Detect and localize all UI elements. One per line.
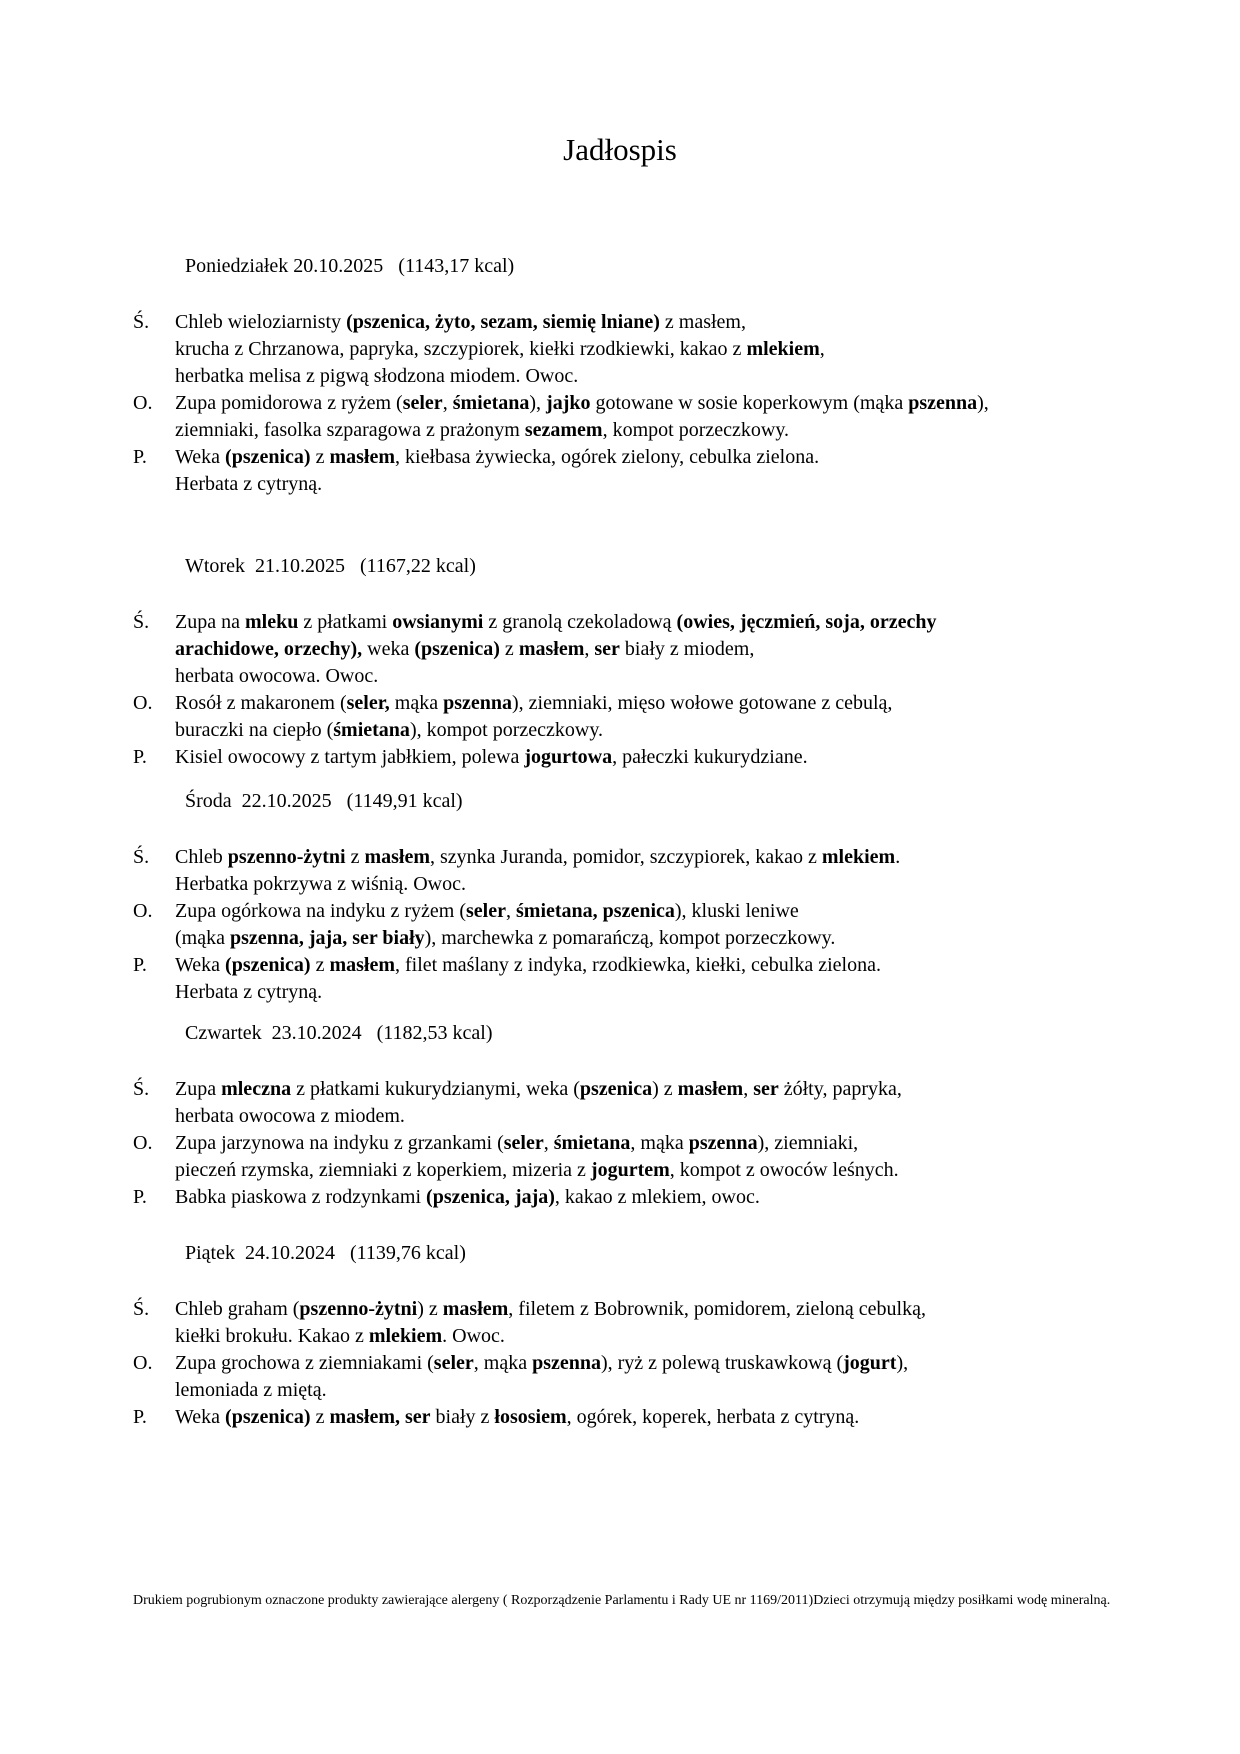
- meal-description: [175, 690, 1185, 744]
- meal-line: herbata owocowa. Owoc.: [175, 665, 379, 687]
- meal-item: [133, 609, 1185, 690]
- day-section: [133, 553, 1185, 771]
- meal-marker: O.: [133, 900, 153, 922]
- day-section: [133, 1020, 1185, 1211]
- meal-line: Babka piaskowa z rodzynkami (pszenica, jaja), kakao z mlekiem, owoc.: [175, 1186, 760, 1208]
- meal-marker: O.: [133, 1132, 153, 1154]
- meal-marker: Ś.: [133, 611, 150, 633]
- meal-line: Chleb wieloziarnisty (pszenica, żyto, sezam, siemię lniane) z masłem,: [175, 311, 746, 333]
- meal-item: [133, 952, 1185, 1006]
- meal-line: herbata owocowa z miodem.: [175, 1105, 405, 1127]
- day-header: Środa 22.10.2025 (1149,91 kcal): [185, 790, 463, 812]
- meal-line: Zupa pomidorowa z ryżem (seler, śmietana), jajko gotowane w sosie koperkowym (mąka pszenna),: [175, 392, 989, 414]
- meal-line: buraczki na ciepło (śmietana), kompot porzeczkowy.: [175, 719, 604, 741]
- meal-line: Herbata z cytryną.: [175, 981, 323, 1003]
- meal-line: Zupa jarzynowa na indyku z grzankami (seler, śmietana, mąka pszenna), ziemniaki,: [175, 1132, 859, 1154]
- meal-description: [175, 744, 1185, 771]
- meal-marker: Ś.: [133, 1078, 150, 1100]
- meal-line: Herbata z cytryną.: [175, 473, 323, 495]
- day-header: Poniedziałek 20.10.2025 (1143,17 kcal): [185, 255, 515, 277]
- meal-item: [133, 690, 1185, 744]
- meal-line: kiełki brokułu. Kakao z mlekiem. Owoc.: [175, 1325, 505, 1347]
- meal-item: [133, 1350, 1185, 1404]
- meal-line: lemoniada z miętą.: [175, 1379, 327, 1401]
- day-header: Wtorek 21.10.2025 (1167,22 kcal): [185, 555, 476, 577]
- day-section: [133, 788, 1185, 1006]
- meal-description: [175, 1184, 1185, 1211]
- meal-line: herbatka melisa z pigwą słodzona miodem. Owoc.: [175, 365, 579, 387]
- meal-line: Zupa mleczna z płatkami kukurydzianymi, weka (pszenica) z masłem, ser żółty, papryka,: [175, 1078, 902, 1100]
- meal-item: [133, 1076, 1185, 1130]
- meal-marker: Ś.: [133, 846, 150, 868]
- meal-marker: P.: [133, 1186, 147, 1208]
- meal-line: arachidowe, orzechy), weka (pszenica) z masłem, ser biały z miodem,: [175, 638, 755, 660]
- meal-description: [175, 952, 1185, 1006]
- meal-item: [133, 1130, 1185, 1184]
- meal-item: [133, 844, 1185, 898]
- meal-marker: O.: [133, 1352, 153, 1374]
- day-section: [133, 253, 1185, 498]
- day-section: [133, 1240, 1185, 1431]
- meal-description: [175, 1296, 1185, 1350]
- meal-marker: P.: [133, 1406, 147, 1428]
- allergen-footnote: Drukiem pogrubionym oznaczone produkty zawierające alergeny ( Rozporządzenie Parlamentu i Rady UE nr 1169/2011)Dzieci otrzymują między posiłkami wodę mineralną.: [133, 1593, 1111, 1608]
- meal-description: [175, 309, 1185, 390]
- meal-description: [175, 1350, 1185, 1404]
- meal-line: Weka (pszenica) z masłem, filet maślany z indyka, rzodkiewka, kiełki, cebulka zielona.: [175, 954, 881, 976]
- meal-line: Zupa ogórkowa na indyku z ryżem (seler, śmietana, pszenica), kluski leniwe: [175, 900, 799, 922]
- meal-item: [133, 1296, 1185, 1350]
- meal-item: [133, 309, 1185, 390]
- meal-line: Chleb pszenno-żytni z masłem, szynka Juranda, pomidor, szczypiorek, kakao z mlekiem.: [175, 846, 901, 868]
- meal-line: (mąka pszenna, jaja, ser biały), marchewka z pomarańczą, kompot porzeczkowy.: [175, 927, 836, 949]
- meal-marker: P.: [133, 746, 147, 768]
- meal-line: pieczeń rzymska, ziemniaki z koperkiem, mizeria z jogurtem, kompot z owoców leśnych.: [175, 1159, 899, 1181]
- meal-marker: Ś.: [133, 311, 150, 333]
- meal-description: [175, 898, 1185, 952]
- meal-marker: O.: [133, 392, 153, 414]
- meal-marker: P.: [133, 954, 147, 976]
- meal-line: ziemniaki, fasolka szparagowa z prażonym sezamem, kompot porzeczkowy.: [175, 419, 790, 441]
- meal-line: krucha z Chrzanowa, papryka, szczypiorek, kiełki rzodkiewki, kakao z mlekiem,: [175, 338, 825, 360]
- meal-description: [175, 1130, 1185, 1184]
- meal-line: Rosół z makaronem (seler, mąka pszenna), ziemniaki, mięso wołowe gotowane z cebulą,: [175, 692, 893, 714]
- meal-item: [133, 444, 1185, 498]
- day-header: Czwartek 23.10.2024 (1182,53 kcal): [185, 1022, 493, 1044]
- meal-line: Zupa na mleku z płatkami owsianymi z granolą czekoladową (owies, jęczmień, soja, orzechy: [175, 611, 937, 633]
- page-title: Jadłospis: [563, 132, 677, 167]
- day-header: Piątek 24.10.2024 (1139,76 kcal): [185, 1242, 466, 1264]
- meal-item: [133, 744, 1185, 771]
- meal-line: Herbatka pokrzywa z wiśnią. Owoc.: [175, 873, 467, 895]
- meal-marker: Ś.: [133, 1298, 150, 1320]
- meal-item: [133, 1404, 1185, 1431]
- meal-line: Weka (pszenica) z masłem, ser biały z łososiem, ogórek, koperek, herbata z cytryną.: [175, 1406, 860, 1428]
- meal-item: [133, 898, 1185, 952]
- meal-description: [175, 1076, 1185, 1130]
- meal-description: [175, 444, 1185, 498]
- meal-description: [175, 609, 1185, 690]
- meal-description: [175, 1404, 1185, 1431]
- meal-item: [133, 390, 1185, 444]
- meal-line: Kisiel owocowy z tartym jabłkiem, polewa jogurtowa, pałeczki kukurydziane.: [175, 746, 808, 768]
- meal-line: Chleb graham (pszenno-żytni) z masłem, filetem z Bobrownik, pomidorem, zieloną cebulką,: [175, 1298, 926, 1320]
- meal-item: [133, 1184, 1185, 1211]
- meal-description: [175, 390, 1185, 444]
- meal-marker: P.: [133, 446, 147, 468]
- meal-line: Weka (pszenica) z masłem, kiełbasa żywiecka, ogórek zielony, cebulka zielona.: [175, 446, 820, 468]
- meal-line: Zupa grochowa z ziemniakami (seler, mąka pszenna), ryż z polewą truskawkową (jogurt),: [175, 1352, 909, 1374]
- meal-description: [175, 844, 1185, 898]
- meal-marker: O.: [133, 692, 153, 714]
